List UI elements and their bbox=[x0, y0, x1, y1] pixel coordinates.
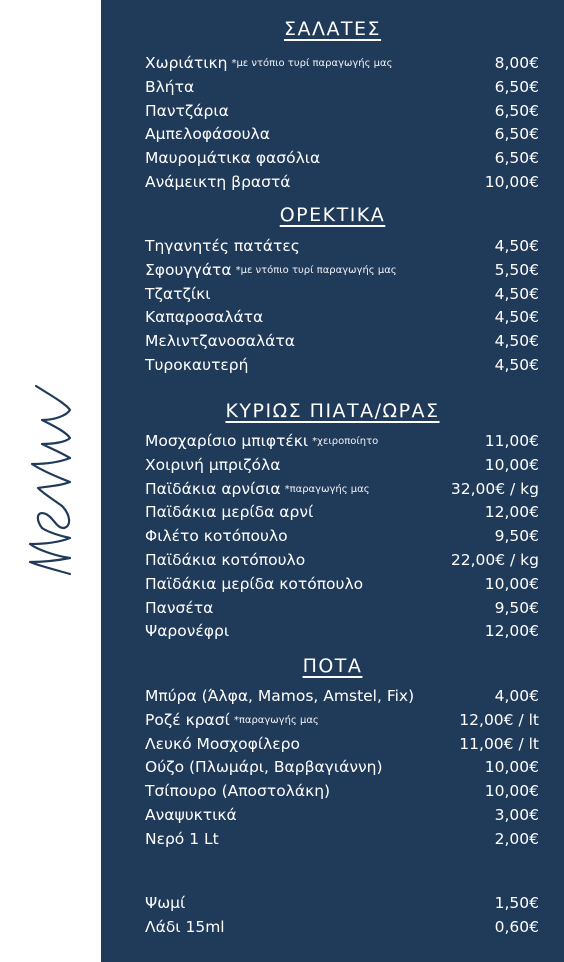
section-title: ΠΟΤΑ bbox=[302, 655, 363, 677]
menu-item bbox=[145, 756, 539, 778]
menu-item-label: Τηγανητές πατάτες bbox=[145, 237, 300, 255]
menu-item-price: 4,50€ bbox=[494, 284, 539, 303]
menu-item bbox=[145, 525, 539, 547]
menu-item-label: Λάδι 15ml bbox=[145, 917, 225, 936]
menu-item-price: 3,00€ bbox=[494, 806, 539, 824]
menu-item-price: 12,00€ / lt bbox=[459, 710, 539, 729]
menu-item-note: *με ντόπιο τυρί παραγωγής μας bbox=[235, 264, 397, 276]
menu-item bbox=[145, 597, 539, 619]
menu-script-logo bbox=[4, 380, 96, 580]
menu-item-label: Παϊδάκια αρνίσια bbox=[145, 479, 281, 498]
menu-item-name bbox=[145, 235, 300, 257]
menu-item bbox=[145, 330, 539, 352]
menu-item-name bbox=[145, 283, 211, 305]
menu-item-name bbox=[145, 549, 305, 571]
menu-item bbox=[145, 171, 539, 193]
menu-item-label: Παντζάρια bbox=[145, 101, 229, 120]
side-strip bbox=[0, 0, 101, 962]
menu-item-price: 4,50€ bbox=[494, 237, 539, 255]
menu-item-name bbox=[145, 478, 370, 501]
menu-item-name bbox=[145, 828, 219, 850]
menu-item-price: 5,50€ bbox=[494, 260, 539, 279]
menu-item-price: 10,00€ bbox=[484, 782, 539, 801]
menu-item-label: Ψωμί bbox=[145, 894, 186, 912]
menu-item-name bbox=[145, 804, 237, 826]
menu-item-name bbox=[145, 100, 229, 122]
menu-item bbox=[145, 804, 539, 826]
menu-item bbox=[145, 100, 539, 122]
menu-item bbox=[145, 709, 539, 731]
menu-item-name bbox=[145, 430, 378, 453]
menu-item bbox=[145, 733, 539, 755]
menu-item-label: Πανσέτα bbox=[145, 598, 214, 617]
menu-item-name bbox=[145, 147, 320, 169]
menu-item-price: 4,50€ bbox=[494, 356, 539, 374]
menu-item bbox=[145, 354, 539, 376]
menu-item-name bbox=[145, 733, 300, 755]
menu-item-price: 10,00€ bbox=[484, 173, 539, 191]
menu-item bbox=[145, 478, 539, 500]
menu-item-note: *παραγωγής μας bbox=[284, 483, 370, 495]
menu-item-label: Σφουγγάτα bbox=[145, 260, 232, 279]
menu-item-label: Ούζο (Πλωμάρι, Βαρβαγιάννη) bbox=[145, 758, 383, 777]
menu-item bbox=[145, 76, 539, 98]
menu-item bbox=[145, 454, 539, 476]
menu-item-price: 11,00€ / lt bbox=[459, 734, 539, 753]
menu-item bbox=[145, 259, 539, 281]
menu-item-note: *χειροποίητο bbox=[312, 436, 379, 447]
menu-item-name bbox=[145, 685, 414, 707]
menu-item-price: 32,00€ / kg bbox=[450, 479, 539, 498]
menu-item-name bbox=[145, 916, 225, 938]
menu-item-note: *παραγωγής μας bbox=[233, 714, 319, 726]
menu-item-name bbox=[145, 52, 393, 75]
menu-item-price: 6,50€ bbox=[494, 77, 539, 96]
menu-item bbox=[145, 147, 539, 169]
menu-item bbox=[145, 780, 539, 802]
menu-item-label: Χοιρινή μπριζόλα bbox=[145, 455, 281, 474]
menu-item-price: 22,00€ / kg bbox=[450, 551, 539, 569]
menu-item-name bbox=[145, 573, 363, 595]
menu-item-label: Βλήτα bbox=[145, 77, 195, 96]
menu-item-name bbox=[145, 76, 194, 98]
menu-item-label: Χωριάτικη bbox=[145, 54, 228, 72]
menu-item bbox=[145, 283, 539, 305]
menu-item-price: 6,50€ bbox=[494, 149, 539, 168]
menu-item bbox=[145, 501, 539, 523]
menu-item-label: Τσίπουρο (Αποστολάκη) bbox=[145, 782, 331, 801]
menu-item-label: Ροζέ κρασί bbox=[145, 710, 230, 729]
menu-item bbox=[145, 430, 539, 452]
menu-item-label: Λευκό Μοσχοφίλερο bbox=[145, 734, 300, 753]
menu-item-price: 8,00€ bbox=[494, 54, 539, 72]
menu-item-label: Μαυρομάτικα φασόλια bbox=[145, 149, 321, 168]
menu-item-price: 10,00€ bbox=[484, 574, 539, 593]
menu-item-price: 12,00€ bbox=[484, 503, 539, 522]
menu-item-label: Ανάμεικτη βραστά bbox=[145, 173, 291, 191]
menu-item-name bbox=[145, 306, 263, 328]
menu-item-name bbox=[145, 597, 213, 619]
menu-item-label: Παϊδάκια μερίδα αρνί bbox=[145, 503, 314, 522]
menu-item bbox=[145, 123, 539, 145]
menu-item bbox=[145, 916, 539, 938]
menu-item-name bbox=[145, 171, 291, 193]
menu-item-price: 9,50€ bbox=[494, 598, 539, 617]
section-title: ΚΥΡΙΩΣ ΠΙΑΤΑ/ΩΡΑΣ bbox=[225, 400, 440, 422]
menu-item-price: 4,00€ bbox=[494, 687, 539, 705]
menu-item-price: 9,50€ bbox=[494, 527, 539, 546]
menu-item-label: Νερό 1 Lt bbox=[145, 829, 219, 848]
menu-item bbox=[145, 235, 539, 257]
menu-item-name bbox=[145, 892, 185, 914]
menu-item-price: 10,00€ bbox=[484, 455, 539, 474]
menu-item-note: *με ντόπιο τυρί παραγωγής μας bbox=[231, 58, 393, 69]
menu-item-price: 6,50€ bbox=[494, 125, 539, 144]
menu-item-name bbox=[145, 709, 319, 732]
menu-item-label: Μελιντζανοσαλάτα bbox=[145, 332, 295, 351]
menu-item-label: Μπύρα (Άλφα, Mamos, Amstel, Fix) bbox=[145, 687, 415, 705]
section-title: ΟΡΕΚΤΙΚΑ bbox=[279, 204, 386, 226]
menu-item bbox=[145, 52, 539, 74]
menu-item bbox=[145, 828, 539, 850]
menu-item bbox=[145, 573, 539, 595]
menu-item-name bbox=[145, 454, 280, 476]
menu-item-price: 10,00€ bbox=[484, 758, 539, 777]
menu-item-name bbox=[145, 354, 248, 376]
menu-panel bbox=[101, 0, 564, 962]
menu-item bbox=[145, 892, 539, 914]
section-title: ΣΑΛΑΤΕΣ bbox=[283, 18, 382, 40]
menu-item-price: 6,50€ bbox=[494, 101, 539, 120]
menu-item-price: 2,00€ bbox=[494, 829, 539, 848]
menu-item-label: Καπαροσαλάτα bbox=[145, 308, 264, 327]
menu-item-label: Μοσχαρίσιο μπιφτέκι bbox=[145, 432, 309, 450]
menu-item-price: 1,50€ bbox=[494, 894, 539, 912]
menu-item-name bbox=[145, 330, 295, 352]
menu-item bbox=[145, 306, 539, 328]
menu-item-price: 4,50€ bbox=[494, 332, 539, 351]
menu-item-name bbox=[145, 756, 383, 778]
menu-item-label: Τυροκαυτερή bbox=[145, 356, 249, 374]
menu-item-price: 4,50€ bbox=[494, 308, 539, 327]
menu-item bbox=[145, 549, 539, 571]
menu-item-name bbox=[145, 620, 229, 642]
menu-item bbox=[145, 620, 539, 642]
menu-item-price: 0,60€ bbox=[494, 917, 539, 936]
menu-item-label: Αναψυκτικά bbox=[145, 806, 237, 824]
menu-item-name bbox=[145, 123, 270, 145]
menu-item-price: 12,00€ bbox=[484, 622, 539, 641]
menu-item-name bbox=[145, 501, 313, 523]
menu-item-label: Παϊδάκια μερίδα κοτόπουλο bbox=[145, 574, 364, 593]
menu-item-name bbox=[145, 780, 330, 802]
menu-item-price: 11,00€ bbox=[484, 432, 539, 450]
menu-item-label: Παϊδάκια κοτόπουλο bbox=[145, 551, 306, 569]
menu-item-label: Αμπελοφάσουλα bbox=[145, 125, 270, 144]
menu-item-label: Τζατζίκι bbox=[145, 284, 211, 303]
menu-item-label: Ψαρονέφρι bbox=[145, 622, 230, 641]
menu-item-name bbox=[145, 525, 288, 547]
menu-item-name bbox=[145, 259, 397, 282]
menu-item-label: Φιλέτο κοτόπουλο bbox=[145, 527, 288, 546]
menu-item bbox=[145, 685, 539, 707]
